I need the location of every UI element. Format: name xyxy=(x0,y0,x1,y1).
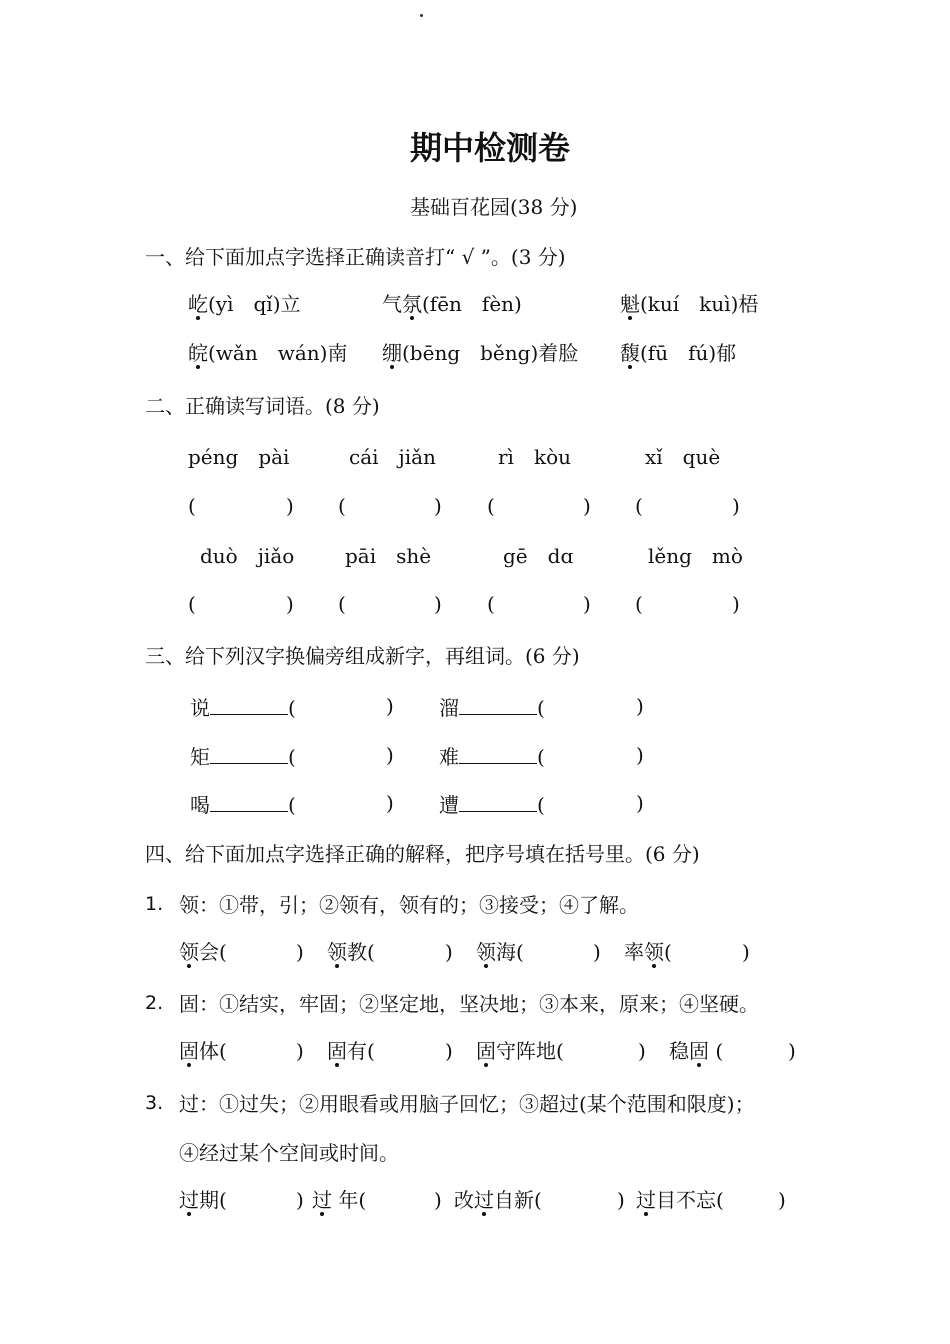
section-4-heading: 四、给下面加点字选择正确的解释，把序号填在括号里。(6 分) xyxy=(145,842,700,866)
paren-close: ) xyxy=(638,1039,646,1063)
paren-close: ) xyxy=(593,940,601,964)
word-guYou: 固有( xyxy=(327,1039,375,1063)
dotted-char: 魁 xyxy=(620,292,640,316)
paren-close: ) xyxy=(742,940,750,964)
q1-item-3: 魁(kuí kuì)梧 xyxy=(620,292,759,316)
dotted-char: 氛 xyxy=(402,292,422,316)
sub-question-number: 2. xyxy=(145,992,164,1014)
paren-close: ) xyxy=(617,1188,625,1212)
q3-item-6: 遭 ( xyxy=(439,793,545,817)
word-wenGu: 稳固 ( xyxy=(669,1039,724,1063)
paren-close: ) xyxy=(445,940,453,964)
answer-paren-6-close: ) xyxy=(434,592,442,616)
dotted-char: 固 xyxy=(179,1039,199,1063)
pinyin-2: cái jiǎn xyxy=(349,445,436,469)
q3-paren-3-close: ) xyxy=(386,743,394,767)
section-1-heading: 一、给下面加点字选择正确读音打“ √ ”。(3 分) xyxy=(145,245,566,269)
q3-paren-2-close: ) xyxy=(636,694,644,718)
word-guoNian: 过 年( xyxy=(312,1188,367,1212)
dotted-char: 领 xyxy=(644,940,664,964)
answer-paren-8-close: ) xyxy=(732,592,740,616)
paren-close: ) xyxy=(296,1188,304,1212)
dotted-char: 固 xyxy=(327,1039,347,1063)
section-2-heading: 二、正确读写词语。(8 分) xyxy=(145,394,380,418)
paren-close: ) xyxy=(788,1039,796,1063)
q3-paren-1-close: ) xyxy=(386,694,394,718)
word-guShouZhenDi: 固守阵地( xyxy=(476,1039,564,1063)
q3-item-4: 难 ( xyxy=(439,745,545,769)
dotted-char: 屹 xyxy=(188,292,208,316)
q3-paren-6-close: ) xyxy=(636,791,644,815)
dotted-char: 过 xyxy=(474,1188,494,1212)
answer-paren-1-close: ) xyxy=(286,494,294,518)
paren-close: ) xyxy=(296,940,304,964)
pinyin-8: lěng mò xyxy=(648,544,743,568)
answer-paren-3-close: ) xyxy=(583,494,591,518)
answer-paren-7: ( xyxy=(487,592,495,616)
fill-blank xyxy=(210,793,288,812)
definition-gu: 固：①结实，牢固；②坚定地，坚决地；③本来，原来；④坚硬。 xyxy=(179,992,759,1016)
pinyin-1: péng pài xyxy=(188,445,290,469)
dotted-char: 领 xyxy=(179,940,199,964)
word-lingHui: 领会( xyxy=(179,940,227,964)
pinyin-7: gē dɑ xyxy=(503,544,574,568)
answer-paren-3: ( xyxy=(487,494,495,518)
paren-close: ) xyxy=(778,1188,786,1212)
page-title: 期中检测卷 xyxy=(410,129,571,167)
q3-paren-4-close: ) xyxy=(636,743,644,767)
fill-blank xyxy=(459,745,537,764)
pinyin-4: xǐ què xyxy=(645,445,721,469)
pinyin-6: pāi shè xyxy=(345,544,432,568)
dotted-char: 固 xyxy=(689,1039,709,1063)
sub-question-number: 1. xyxy=(145,893,164,915)
fill-blank xyxy=(210,696,288,715)
definition-guo-1: 过：①过失；②用眼看或用脑子回忆；③超过(某个范围和限度)； xyxy=(179,1092,755,1116)
q3-paren-5-close: ) xyxy=(386,791,394,815)
answer-paren-8: ( xyxy=(635,592,643,616)
paren-close: ) xyxy=(296,1039,304,1063)
q1-item-6: 馥(fū fú)郁 xyxy=(620,341,737,365)
answer-paren-1: ( xyxy=(188,494,196,518)
word-guoQi: 过期( xyxy=(179,1188,227,1212)
word-gaiGuoZiXin: 改过自新( xyxy=(454,1188,542,1212)
q1-item-1: 屹(yì qǐ)立 xyxy=(188,292,301,316)
dotted-char: 固 xyxy=(476,1039,496,1063)
dotted-char: 过 xyxy=(179,1188,199,1212)
q3-item-2: 溜 ( xyxy=(439,696,545,720)
dotted-char: 领 xyxy=(327,940,347,964)
q1-item-5: 绷(bēng běng)着脸 xyxy=(382,341,579,365)
fill-blank xyxy=(459,793,537,812)
page-subtitle: 基础百花园(38 分) xyxy=(410,195,578,219)
definition-guo-2: ④经过某个空间或时间。 xyxy=(179,1141,399,1165)
answer-paren-2: ( xyxy=(338,494,346,518)
sub-question-number: 3. xyxy=(145,1092,164,1114)
answer-paren-5: ( xyxy=(188,592,196,616)
dotted-char: 过 xyxy=(312,1188,332,1212)
word-shuaiLing: 率领( xyxy=(624,940,672,964)
q3-item-1: 说 ( xyxy=(190,696,296,720)
answer-paren-5-close: ) xyxy=(286,592,294,616)
pinyin-5: duò jiǎo xyxy=(200,544,295,568)
dotted-char: 馥 xyxy=(620,341,640,365)
dotted-char: 绷 xyxy=(382,341,402,365)
q1-item-2: 气氛(fēn fèn) xyxy=(382,292,522,316)
answer-paren-7-close: ) xyxy=(583,592,591,616)
word-guTi: 固体( xyxy=(179,1039,227,1063)
answer-paren-2-close: ) xyxy=(434,494,442,518)
answer-paren-6: ( xyxy=(338,592,346,616)
dotted-char: 过 xyxy=(636,1188,656,1212)
fill-blank xyxy=(459,696,537,715)
definition-ling: 领：①带，引；②领有，领有的；③接受；④了解。 xyxy=(179,893,639,917)
q3-item-5: 喝 ( xyxy=(190,793,296,817)
q1-item-4: 皖(wǎn wán)南 xyxy=(188,341,348,365)
answer-paren-4-close: ) xyxy=(732,494,740,518)
q3-item-3: 矩 ( xyxy=(190,745,296,769)
section-3-heading: 三、给下列汉字换偏旁组成新字，再组词。(6 分) xyxy=(145,644,580,668)
fill-blank xyxy=(210,745,288,764)
paren-close: ) xyxy=(434,1188,442,1212)
word-guoMuBuWang: 过目不忘( xyxy=(636,1188,724,1212)
word-lingJiao: 领教( xyxy=(327,940,375,964)
answer-paren-4: ( xyxy=(635,494,643,518)
pinyin-3: rì kòu xyxy=(498,445,571,469)
dotted-char: 皖 xyxy=(188,341,208,365)
dotted-char: 领 xyxy=(476,940,496,964)
paren-close: ) xyxy=(445,1039,453,1063)
scan-dot xyxy=(420,14,423,17)
word-lingHai: 领海( xyxy=(476,940,524,964)
